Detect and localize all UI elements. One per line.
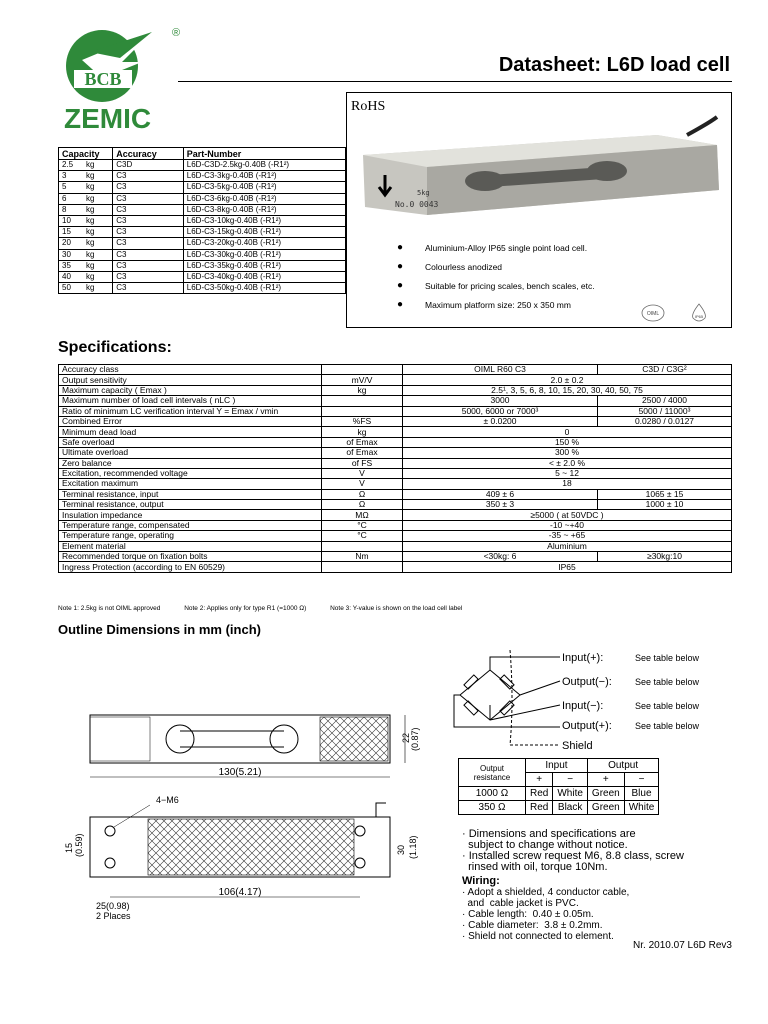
list-item: ● Suitable for pricing scales, bench scales, etc.: [397, 280, 595, 291]
table-row: Minimum dead load kg 0: [59, 427, 732, 437]
outline-heading: Outline Dimensions in mm (inch): [58, 622, 261, 637]
table-row: 350 Ω Red Black Green White: [459, 801, 659, 815]
svg-text:See table below: See table below: [635, 701, 700, 711]
svg-text:(1.18): (1.18): [408, 835, 418, 859]
header-accuracy: Accuracy: [113, 148, 184, 160]
svg-text:(0.87): (0.87): [410, 727, 420, 751]
table-row: 10 kg C3 L6D-C3-10kg-0.40B (-R1²): [59, 215, 346, 226]
table-row: 5 kg C3 L6D-C3-5kg-0.40B (-R1²): [59, 182, 346, 193]
table-row: Maximum number of load cell intervals ( nLC ) 3000 2500 / 4000: [59, 396, 732, 406]
table-row: Temperature range, compensated °C -10 ~+40: [59, 520, 732, 530]
table-row: 2.5 kg C3D L6D-C3D-2.5kg-0.40B (-R1²): [59, 160, 346, 171]
list-item: ● Colourless anodized: [397, 261, 503, 272]
note-2: Note 2: Applies only for type R1 (=1000 Ω): [184, 605, 307, 612]
capacity-table: [58, 147, 346, 294]
specifications-heading: Specifications:: [58, 339, 172, 356]
svg-text:Output(+):: Output(+):: [562, 720, 612, 732]
table-row: Ratio of minimum LC verification interval Y = Emax / vmin 5000, 6000 or 7000³ 5000 / 11000³: [59, 406, 732, 416]
table-row: 8 kg C3 L6D-C3-8kg-0.40B (-R1²): [59, 204, 346, 215]
capacity-table-header: [59, 148, 346, 160]
table-row: Accuracy class OIML R60 C3 C3D / C3G²: [59, 365, 732, 375]
dim-25: 25(0.98): [96, 901, 130, 911]
list-item: ● Aluminium-Alloy IP65 single point load cell.: [397, 242, 588, 253]
outline-drawing: [60, 685, 420, 930]
dim-height: 22: [401, 732, 411, 743]
table-row: Zero balance of FS < ± 2.0 %: [59, 458, 732, 468]
svg-text:OIML: OIML: [646, 311, 660, 317]
svg-text:See table below: See table below: [635, 653, 700, 663]
table-row: 3 kg C3 L6D-C3-3kg-0.40B (-R1²): [59, 171, 346, 182]
svg-text:30: 30: [396, 844, 406, 855]
svg-text:See table below: See table below: [635, 721, 700, 731]
svg-text:Shield: Shield: [562, 740, 593, 752]
note-1: Note 1: 2.5kg is not OIML approved: [58, 605, 161, 612]
table-row: 35 kg C3 L6D-C3-35kg-0.40B (-R1²): [59, 260, 346, 271]
brand-name: ZEMIC: [64, 103, 152, 134]
header-divider: [178, 81, 732, 82]
table-row: 30 kg C3 L6D-C3-30kg-0.40B (-R1²): [59, 249, 346, 260]
spec-notes: [58, 605, 484, 612]
note-3: Note 3: Y-value is shown on the load cell label: [330, 605, 463, 612]
table-row: 40 kg C3 L6D-C3-40kg-0.40B (-R1²): [59, 271, 346, 282]
dim-106: 106(4.17): [218, 887, 262, 898]
svg-text:Input(−):: Input(−):: [562, 700, 604, 712]
wiring-notes: · Dimensions and specifications are subject to change without notice. · Installed screw request M6, 8.8 class, screw rinsed with oil, torque 10Nm. Wiring: · Adopt a shielded, 4 conductor cable, and cable jacket is PVC. · Cable length: 0.40 ± 0.05m. · Cable diameter: 3.8 ± 0.2mm. · Shield not connected to element.: [462, 828, 684, 942]
table-row: Safe overload of Emax 150 %: [59, 437, 732, 447]
oiml-icon: [641, 303, 665, 323]
svg-text:5kg: 5kg: [417, 189, 430, 197]
table-row: Ingress Protection (according to EN 60529) IP65: [59, 562, 732, 572]
logo-mark: BCB: [84, 69, 122, 89]
table-row: Combined Error %FS ± 0.0200 0.0280 / 0.0127: [59, 416, 732, 426]
table-row: 50 kg C3 L6D-C3-50kg-0.40B (-R1²): [59, 283, 346, 294]
svg-text:15: 15: [64, 842, 74, 853]
table-row: 6 kg C3 L6D-C3-6kg-0.40B (-R1²): [59, 193, 346, 204]
dim-length: 130(5.21): [218, 767, 262, 778]
rohs-label: RoHS: [351, 99, 386, 114]
table-row: Excitation, recommended voltage V 5 ~ 12: [59, 468, 732, 478]
ip65-drop-icon: [690, 303, 708, 323]
product-box: [346, 92, 732, 328]
zemic-logo: [62, 22, 182, 137]
table-row: Terminal resistance, input Ω 409 ± 6 1065 ± 15: [59, 489, 732, 499]
table-row: Temperature range, operating °C -35 ~ +65: [59, 531, 732, 541]
table-row: 15 kg C3 L6D-C3-15kg-0.40B (-R1²): [59, 227, 346, 238]
table-row: Insulation impedance MΩ ≥5000 ( at 50VDC ): [59, 510, 732, 520]
wiring-heading: Wiring:: [462, 875, 500, 887]
table-row: Recommended torque on fixation bolts Nm <30kg: 6 ≥30kg:10: [59, 552, 732, 562]
table-row: Maximum capacity ( Emax ) kg 2.5¹, 3, 5, 6, 8, 10, 15, 20, 30, 40, 50, 75: [59, 385, 732, 395]
table-row: 20 kg C3 L6D-C3-20kg-0.40B (-R1²): [59, 238, 346, 249]
header-part-number: Part-Number: [183, 148, 345, 160]
output-resistance-table: Output resistance Input Output + − + − 1000 Ω Red White Green Blue 350 Ω Red Black Green White: [458, 758, 659, 815]
load-cell-photo: [357, 115, 725, 225]
bridge-wiring-diagram: [450, 645, 730, 760]
svg-text:Output(−):: Output(−):: [562, 676, 612, 688]
page-title: Datasheet: L6D load cell: [498, 54, 730, 76]
svg-text:2 Places: 2 Places: [96, 911, 131, 921]
svg-text:Input(+):: Input(+):: [562, 652, 604, 664]
svg-text:No.0 0043: No.0 0043: [395, 200, 439, 209]
dim-holes: 4−M6: [156, 795, 179, 805]
table-row: Excitation maximum V 18: [59, 479, 732, 489]
table-row: 1000 Ω Red White Green Blue: [459, 787, 659, 801]
table-row: Element material Aluminium: [59, 541, 732, 551]
svg-text:IP65: IP65: [694, 314, 704, 319]
table-row: Terminal resistance, output Ω 350 ± 3 1000 ± 10: [59, 500, 732, 510]
feature-list: [397, 243, 595, 319]
header-capacity: Capacity: [59, 148, 113, 160]
list-item: ● Maximum platform size: 250 x 350 mm: [397, 299, 571, 310]
table-row: Ultimate overload of Emax 300 %: [59, 448, 732, 458]
specifications-table: [58, 364, 732, 573]
document-revision: Nr. 2010.07 L6D Rev3: [633, 940, 732, 951]
svg-text:(0.59): (0.59): [74, 833, 84, 857]
svg-text:®: ®: [172, 27, 181, 39]
svg-text:See table below: See table below: [635, 677, 700, 687]
table-row: Output sensitivity mV/V 2.0 ± 0.2: [59, 375, 732, 385]
